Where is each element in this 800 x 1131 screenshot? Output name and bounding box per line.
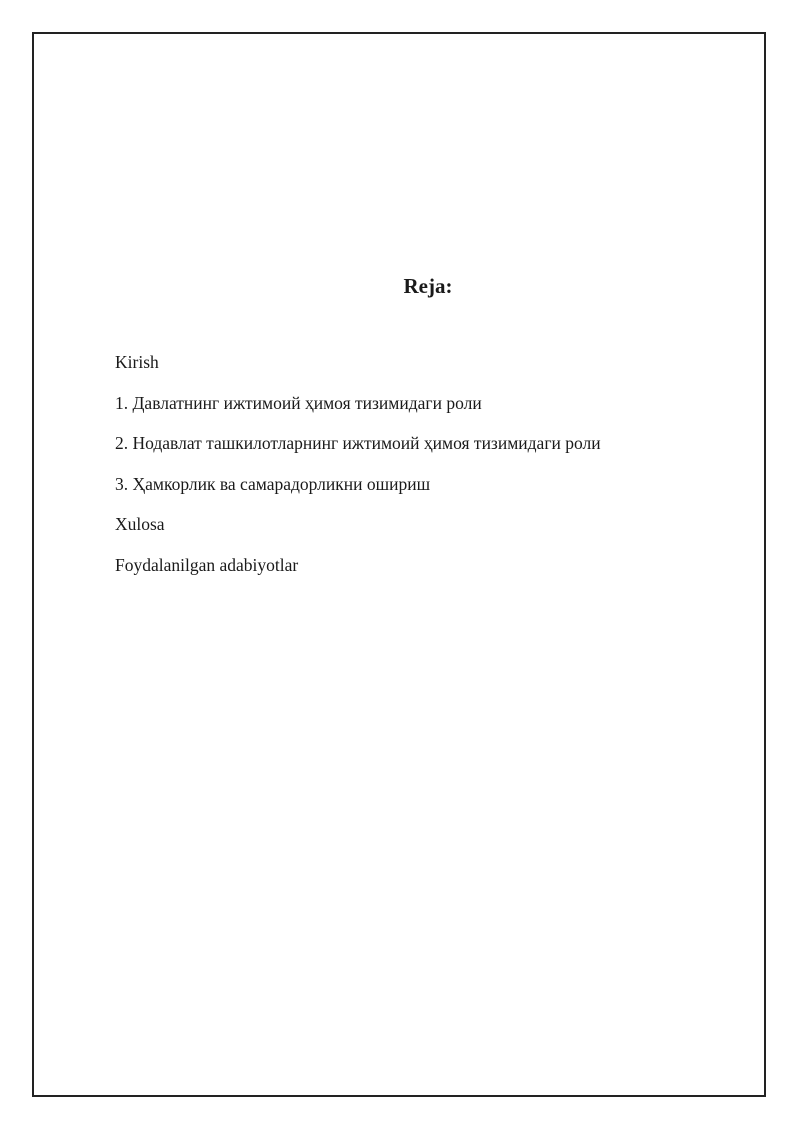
document-title: Reja: — [403, 274, 453, 298]
toc-item-conclusion: Xulosa — [115, 514, 165, 534]
toc-item-references: Foydalanilgan adabiyotlar — [115, 554, 299, 575]
table-of-contents — [115, 350, 601, 593]
toc-item-section-1: 1. Давлатнинг ижтимоий ҳимоя тизимидаги роли — [115, 392, 482, 413]
toc-item-introduction: Kirish — [115, 352, 159, 372]
toc-item-section-2: 2. Нодавлат ташкилотларнинг ижтимоий ҳимоя тизимидаги роли — [115, 433, 601, 453]
toc-item-section-3: 3. Ҳамкорлик ва самарадорликни ошириш — [115, 473, 431, 494]
